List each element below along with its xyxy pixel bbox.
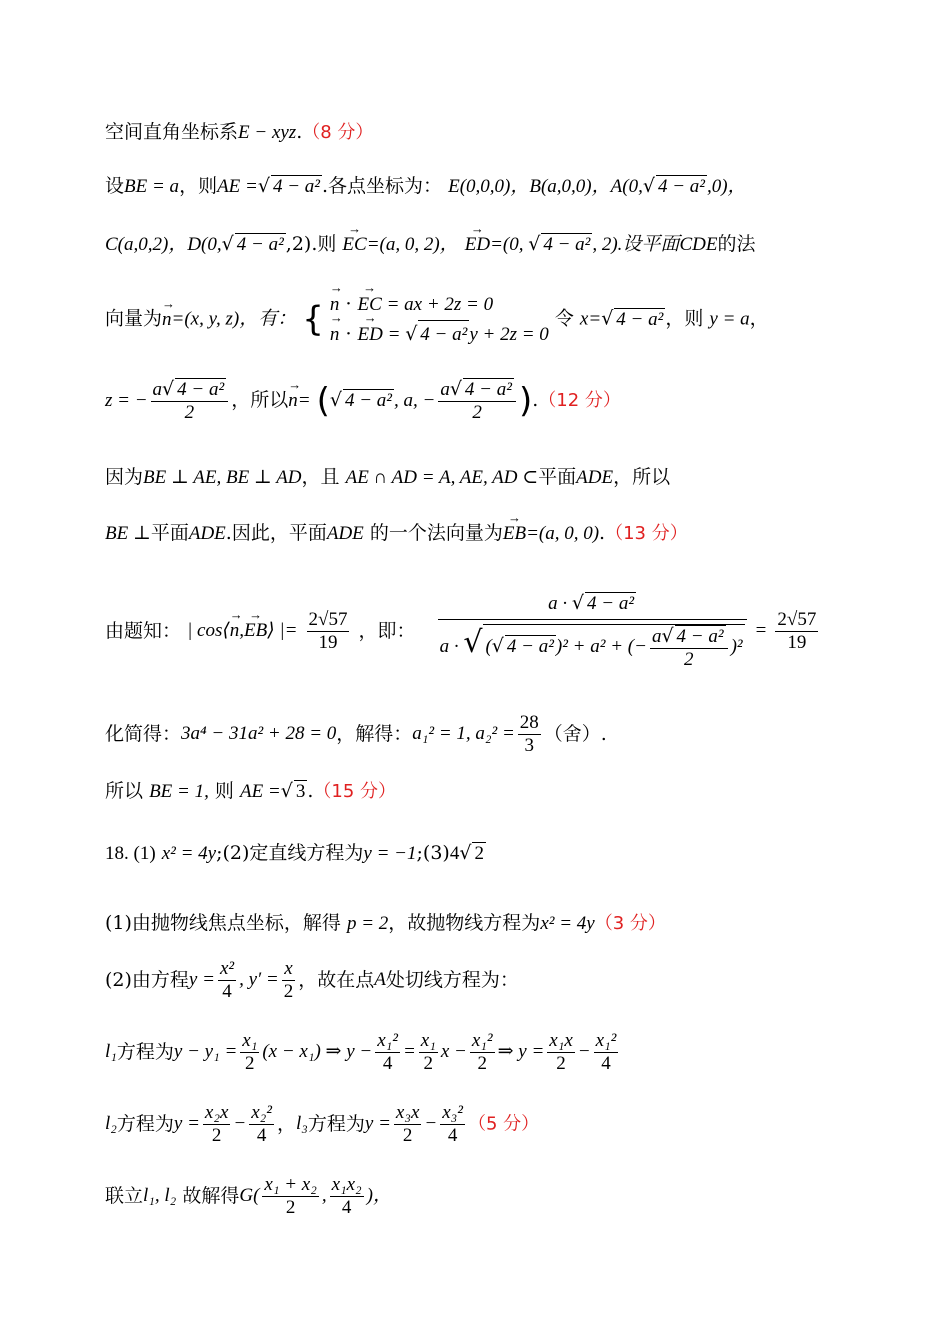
solution-line-6 (105, 466, 670, 490)
vector-EB: → EB (503, 523, 526, 546)
formula: x² = 4y (540, 913, 595, 934)
formula: y = a (709, 308, 750, 330)
vector-EC: → EC (342, 234, 366, 257)
text: .因此，平面 (225, 522, 327, 544)
formula: BE ⊥ (105, 523, 151, 544)
text: (1)由抛物线焦点坐标，解得 (105, 912, 341, 934)
text: .各点坐标为： (322, 175, 443, 197)
vector-n: → n (162, 309, 172, 332)
text: 令 (554, 307, 574, 330)
equation-system: → n · → EC = ax + 2z = 0 → n · → ED = √ 4 − a² y + 2z = 0 (324, 290, 549, 349)
solution-line-16: 联立l₁, l₂ 故解得G( $\frac{\text{x₁ + x₂}}{2}$ , $\frac{\text{x₁x₂}}{4}$ )， (105, 1174, 392, 1218)
solution-line-4: 向量为→ n=(x, y, z)，有： { → n · → EC = ax + 2z = 0 → n · → ED = √ 4 − a² y + 2z = 0 令 x=√ 4 − a² ，则 y = a， (105, 290, 769, 349)
vector-ED: → ED (465, 234, 490, 257)
solution-line-14: l₁方程为y − y₁ = $\frac{\text{x₁}}{2}$ (x − x₁) ⇒ y − $\frac{\text{x₁²}}{4}$ = $\frac{\text{x₁}}{2}$ x − $\frac{\text{x₁²}}{2}$ ⇒ y = $\frac{\text{x₁x}}{2}$ − $\frac{\text{x₁²}}{4}$ (105, 1030, 617, 1074)
solution-line-5: z = − $\frac{\text{a√ 4 − a²}}{2}$ ，所以→ n= (√ 4 − a² , a, − $\frac{\text{a√ 4 − a²}}{2}$ ).（12 分） (105, 378, 621, 424)
sqrt-expr: 4 − a² (657, 176, 705, 197)
sqrt-expr: 4 − a² (272, 176, 321, 197)
solution-line-12 (105, 912, 666, 936)
formula: z = − (105, 389, 148, 411)
formula: p = 2 (346, 913, 389, 934)
formula: 4 (449, 843, 460, 864)
solution-line-3: C(a,0,2)，D(0,√ 4 − a² ,2).则 → EC=(a, 0, 2)， → ED=(0, √ 4 − a² , 2).设平面CDE的法 (105, 233, 755, 257)
text: 化简得： (105, 722, 182, 745)
formula: E(0,0,0)，B(a,0,0)，A(0, (448, 176, 643, 197)
text: ，解得： (336, 722, 413, 745)
text: ;(2)定直线方程为 (216, 842, 364, 864)
sqrt-expr: 2 (474, 843, 484, 864)
text: ， (749, 307, 769, 330)
plane-name: CDE (679, 234, 718, 255)
big-fraction: a · √ 4 − a² a · √ (√ 4 − a² )² + a² + (− $\frac{\text{a√ 4 − a²}}{2}$ )² (438, 588, 747, 675)
text: ，则 (665, 307, 704, 330)
formula: x² = 4y (161, 843, 217, 864)
solution-line-1 (105, 121, 373, 145)
text: 向量为 (105, 307, 163, 330)
plane-name: ADE (576, 467, 614, 488)
paren: ( (316, 380, 330, 421)
text: （舍）. (543, 722, 607, 745)
text: (2)由方程 (105, 968, 189, 991)
formula: =(0, (490, 234, 529, 255)
paren: ) (518, 380, 533, 421)
text: . (296, 121, 303, 143)
text: ，则 (179, 175, 218, 197)
plane-name: ADE (326, 523, 364, 544)
solution-line-15: l₂方程为y = $\frac{\text{x₂x}}{2}$ − $\frac{\text{x₂²}}{4}$ ，l₃方程为y = $\frac{\text{x₃x}}{2}$ − $\frac{\text{x₃²}}{4}$ （5 分） (105, 1102, 540, 1146)
text: ，所以 (613, 466, 671, 488)
formula: =(a, 0, 2)， (366, 234, 459, 255)
score-annotation: （3 分） (594, 913, 666, 934)
fraction: $\frac{28}{3}$ (519, 712, 539, 756)
text: 平面 (150, 522, 189, 544)
text: ，即： (358, 619, 416, 642)
formula: a₁² = 1, a₂² = (412, 722, 515, 744)
vector-n: → n (288, 390, 298, 413)
text: 空间直角坐标系 (105, 121, 239, 143)
solution-line-11: 18. (1) x² = 4y;(2)定直线方程为y = −1;(3)4√ 2 (105, 842, 484, 864)
score-annotation: （5 分） (467, 1113, 540, 1135)
text: ，所以 (231, 388, 289, 411)
text: ，故抛物线方程为 (388, 912, 541, 934)
text: 所以 (105, 780, 144, 802)
text: 设 (105, 175, 125, 197)
formula: BE = 1, (149, 781, 209, 802)
text: 因为 (105, 466, 144, 488)
text: ，且 (301, 466, 340, 488)
plane-name: ADE (188, 523, 226, 544)
formula: ,0)， (706, 176, 747, 197)
fraction: $\frac{2√57}{19}$ (777, 608, 817, 653)
text: ;(3) (416, 842, 450, 864)
solution-line-10: 所以 BE = 1, 则 AE =√ 3 .（15 分） (105, 780, 397, 802)
score-annotation: （12 分） (538, 389, 621, 411)
text: 平面 (538, 466, 577, 488)
sqrt-expr: 4 − a² (543, 234, 591, 255)
text: 由题知： (105, 619, 182, 642)
text: ,2).则 (285, 233, 337, 255)
score-annotation: （15 分） (313, 781, 397, 802)
sqrt-expr: 4 − a² (236, 234, 284, 255)
formula: =(a, 0, 0) (526, 523, 600, 544)
formula: C(a,0,2)，D(0, (105, 234, 222, 255)
formula: AE = (217, 176, 258, 197)
sqrt-expr: 4 − a² (344, 389, 392, 411)
text: . (307, 780, 314, 802)
text: . (599, 522, 606, 544)
formula: =(x, y, z)，有： (171, 308, 297, 330)
fraction: $\frac{\text{a√ 4 − a²}}{2}$ (438, 378, 516, 424)
formula: , a, − (393, 389, 436, 411)
fraction: $\frac{2√57}{19}$ (308, 608, 348, 653)
text: 则 (214, 780, 234, 802)
formula: x= (579, 308, 602, 330)
solution-line-2: 设BE = a，则AE =√ 4 − a² .各点坐标为： E(0,0,0)，B(a,0,0)，A(0,√ 4 − a² ,0)， (105, 175, 747, 197)
formula: = (297, 389, 311, 411)
sqrt-expr: 3 (295, 781, 306, 802)
formula: BE ⊥ AE, BE ⊥ AD (143, 467, 302, 488)
formula: AE = (239, 781, 281, 802)
formula: AE ∩ AD = A, AE, AD ⊂ (345, 467, 539, 488)
solution-line-13: (2)由方程y = $\frac{\text{x²}}{4}$ , y′ = $\frac{x}{2}$ ，故在点A处切线方程为： (105, 958, 519, 1002)
formula: 3a⁴ − 31a² + 28 = 0 (181, 722, 337, 744)
problem-number: 18. (1) (105, 843, 156, 864)
score-annotation: （8 分） (302, 122, 374, 143)
sqrt-expr: 4 − a² (616, 308, 664, 330)
solution-line-7 (105, 522, 688, 546)
fraction: $\frac{\text{a√ 4 − a²}}{2}$ (151, 378, 229, 424)
formula: E − xyz (238, 122, 297, 143)
formula: BE = a (124, 176, 180, 197)
text: . (532, 388, 539, 411)
text: 的一个法向量为 (369, 522, 503, 544)
formula: , 2).设平面 (592, 234, 680, 255)
text: 的法 (717, 233, 756, 255)
solution-line-8: 由题知： | cos⟨→ n,→ EB⟩ |= $\frac{2√57}{19}$ ，即： a · √ 4 − a² a · √ (√ 4 − a² )² + a² + (− $\frac{\text{a√ 4 − a²}}{2}$ )² = $\frac{2√57}{19}$ (105, 588, 821, 675)
score-annotation: （13 分） (605, 523, 688, 544)
formula: y = −1 (363, 843, 417, 864)
solution-line-9 (105, 712, 607, 757)
